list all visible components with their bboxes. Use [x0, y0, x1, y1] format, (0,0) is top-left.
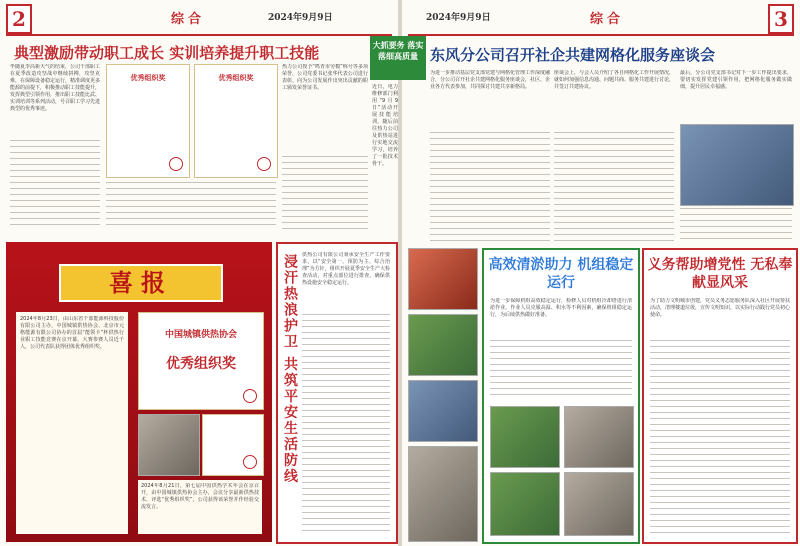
article-col-3: 最后，分公司党支部书记对下一步工作提出要求，要切实发挥党建引领作用，把网格化服务做实做细，提升居民幸福感。 — [680, 70, 792, 90]
section-name: 综合 — [171, 12, 206, 27]
left-page — [0, 0, 398, 546]
issue-date: 2024年9月9日 — [268, 13, 333, 23]
dredging-text: 为进一步保障机组高效稳定运行，检修人员对机组冷却塔进行清淤作业。作业人员克服高温、积水等不利因素，确保机组稳定运行，为后续供热做好准备。 — [490, 298, 632, 318]
award-certificate — [138, 312, 264, 410]
page-number: 2 — [6, 4, 32, 34]
safety-article-text: 供热公司有限公司秉承安全生产工作要求，以“安全第一、预防为主、综合治理”为方针，组织开展夏季安全生产大检查活动，对重点部位进行排查，确保供热设施安全稳定运行。 — [302, 252, 390, 286]
trophy-photo — [138, 414, 200, 476]
article-col-3-lines — [680, 208, 792, 242]
article-bottom-lines — [106, 182, 276, 230]
volunteer-title: 义务帮助增党性 无私奉献显风采 — [647, 257, 793, 291]
award-caption: 中国城镇供热协会 — [164, 330, 237, 340]
safety-vertical-title: 浸汗热浪护卫 共筑平安生活防线 — [282, 254, 298, 485]
volunteer-photo-1 — [408, 248, 478, 310]
safety-article-lines — [302, 314, 390, 534]
page-number: 3 — [768, 4, 794, 34]
right-page — [402, 0, 800, 546]
certificate-photo-2 — [194, 64, 278, 178]
article-col-1-lines — [430, 132, 550, 242]
certificate-2-title: 优秀组织奖 — [218, 73, 254, 82]
headline-grid-service: 东风分公司召开社企共建网格化服务座谈会 — [430, 46, 716, 64]
volunteer-text: 为了助力文明城市创建，党员义务志愿服务队深入社区开展帮扶活动，清理楼道垃圾，宣传文明知识，以实际行动践行党员初心使命。 — [650, 298, 790, 318]
volunteer-text-lines — [650, 340, 790, 534]
article-col-2-lines — [282, 156, 368, 230]
dredging-photo-4 — [564, 472, 634, 536]
article-col-1: 为进一步推动基层党支部党建与网格化管理工作深度融合，分公司召开社企共建网格化服务座谈会，社区、企业各方代表参加，共同探讨共建共享新格局。 — [430, 70, 550, 90]
dredging-photo-3 — [490, 472, 560, 536]
good-news-left-text: 2024年8月23日，由山东省干部能源科技股份有限公司主办，中国城镇供热协会、北京市元格能源有限公司协办的首届“能领卡”杯供热行业职工技能竞赛在京开幕。大赛参赛人员近千人，公司代表队获得团体优秀组织奖。 — [20, 316, 124, 350]
good-news-right-text-box — [138, 480, 262, 534]
article-col-2-lines — [554, 132, 674, 242]
meeting-photo — [680, 124, 794, 206]
right-page-header — [408, 4, 794, 36]
plaque-photo — [202, 414, 264, 476]
article-col-3: 近日，电力维修部门利用“9月9日”活动开展技能培训，随后前往热力公司及供热站进行实地交流学习，培养了一批技术骨干。 — [372, 84, 398, 167]
certificate-photo-1 — [106, 64, 190, 178]
good-news-banner: 喜报 — [59, 264, 223, 302]
volunteer-photo-4 — [408, 446, 478, 542]
award-title: 优秀组织奖 — [166, 356, 236, 372]
volunteer-photo-3 — [408, 380, 478, 442]
dredging-photo-1 — [490, 406, 560, 468]
good-news-left-text-box — [16, 312, 128, 534]
issue-date: 2024年9月9日 — [426, 13, 491, 23]
dredging-text-lines — [490, 340, 632, 400]
volunteer-article-box — [642, 248, 798, 544]
good-news-panel — [6, 242, 272, 542]
dredging-title: 高效清淤助力 机组稳定运行 — [488, 257, 634, 291]
headline-skills: 典型激励带动职工成长 实训培养提升职工技能 — [14, 44, 320, 62]
left-page-header — [6, 4, 392, 36]
seal-icon — [243, 389, 257, 403]
side-tag — [370, 36, 426, 80]
dredging-article-box — [482, 248, 640, 544]
article-col-1-lines — [10, 140, 100, 230]
dredging-photo-2 — [564, 406, 634, 468]
seal-icon — [243, 455, 257, 469]
article-col-2: 座谈会上，与会人员介绍了各自网格化工作开展情况，就如何加强信息沟通、问题共商、服务共建进行讨论，并签订共建协议。 — [554, 70, 674, 90]
side-tag-text: 大抓要务 落实落细高质量 — [372, 41, 424, 61]
seal-icon — [257, 157, 271, 171]
article-col-1: 毕随夏李高新天气的结束，公司干部职工在夏季改造攻坚战中继续拼搏，攻坚克难，在保障设备稳定运行，精准调度更多能源的前提下，积极推动职工技能提升，发挥典型引领作用，推出职工技能比武、实训培训等系列活动，号召职工学习先进典型的优秀事迹。 — [10, 64, 100, 112]
certificate-1-title: 优秀组织奖 — [130, 73, 166, 82]
good-news-right-text: 2024年8月21日，第七届中国供热学术年会在京召开，由中国城镇供热协会主办，会议分享最新供热技术，评选“优秀组织奖”，公司获得该荣誉并作经验交流发言。 — [141, 483, 259, 510]
safety-article-box — [276, 242, 398, 544]
seal-icon — [169, 157, 183, 171]
section-name: 综合 — [590, 12, 625, 27]
article-col-2: 热力公司授予“鸣青市劳模”称号等多项荣誉，公司党委书记张华代表公司进行表彰，向为公司发展作出突出贡献的职工颁发荣誉证书。 — [282, 64, 368, 91]
volunteer-photo-2 — [408, 314, 478, 376]
